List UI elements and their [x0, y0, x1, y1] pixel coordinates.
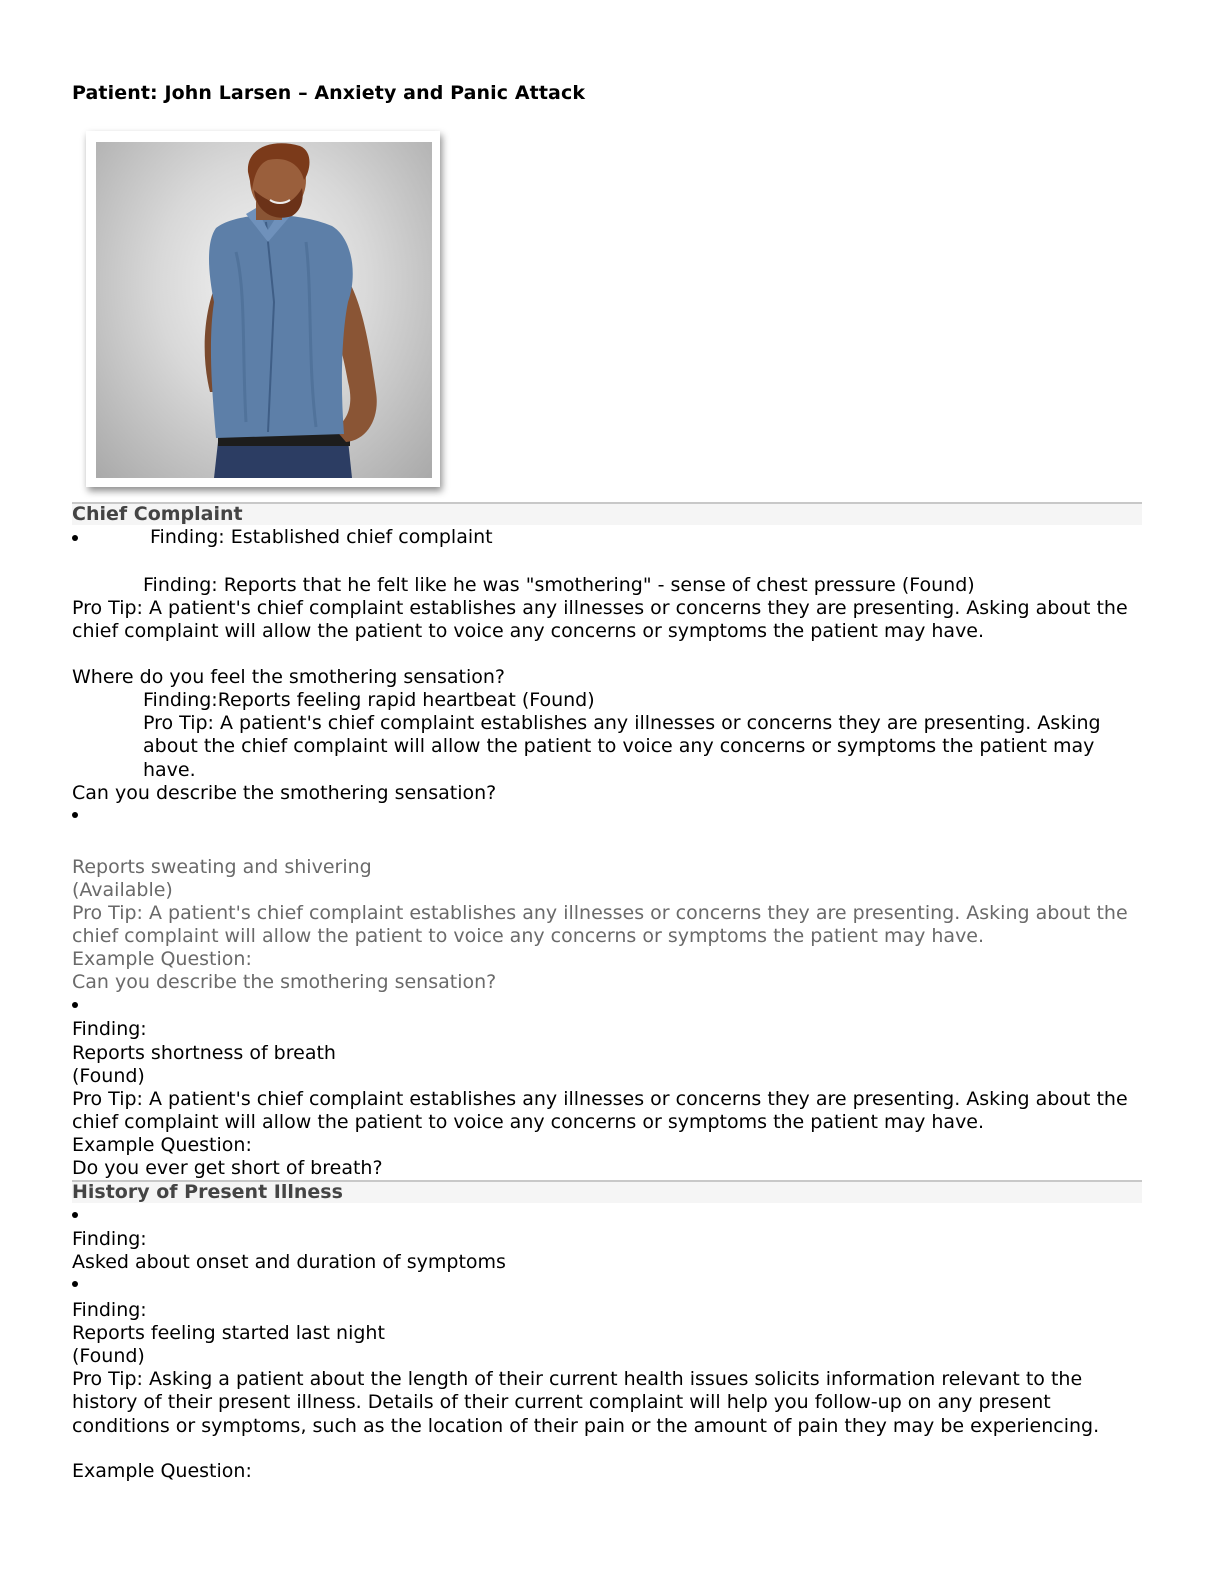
finding-label: Finding: — [72, 1018, 147, 1040]
pro-tip-text: Pro Tip: Asking a patient about the length of their current health issues solicits information relevant to the history of their present illness. Details of their current complaint will help you follow-up on any present conditions or symptoms, such as the location of their pain or the amount of pain they may be experiencing. — [72, 1368, 1100, 1437]
example-question-text: Do you ever get short of breath? — [72, 1157, 383, 1179]
example-question-text: Where do you feel the smothering sensation? — [72, 666, 506, 688]
example-question-text: Can you describe the smothering sensation? — [72, 971, 497, 993]
patient-figure-illustration — [96, 142, 432, 478]
finding-text: Reports shortness of breath — [72, 1042, 336, 1064]
bullet-icon — [72, 535, 78, 541]
finding-text: Reports feeling started last night — [72, 1322, 385, 1344]
example-question-label: Example Question: — [72, 948, 252, 970]
finding-status: (Available) — [72, 879, 173, 901]
finding-text: Asked about onset and duration of symptoms — [72, 1251, 506, 1273]
pro-tip-text: Pro Tip: A patient's chief complaint establishes any illnesses or concerns they are presenting. Asking about the chief complaint will allow the patient to voice any concerns or symptoms the patient may have. — [72, 1088, 1128, 1134]
bullet-icon — [72, 1281, 78, 1287]
section-heading-chief-complaint: Chief Complaint — [72, 502, 1142, 525]
page-title: Patient: John Larsen – Anxiety and Panic Attack — [72, 82, 586, 104]
bullet-icon — [72, 1212, 78, 1218]
bullet-icon — [72, 1002, 78, 1008]
finding-status: (Found) — [72, 1345, 145, 1367]
bullet-icon — [72, 812, 78, 818]
patient-avatar-image — [96, 142, 432, 478]
finding-text: Finding: Reports that he felt like he was "smothering" - sense of chest pressure (Found) — [143, 574, 975, 596]
finding-text: Finding: Established chief complaint — [150, 526, 493, 548]
section-heading-history-of-present-illness: History of Present Illness — [72, 1180, 1142, 1203]
pro-tip-text: Pro Tip: A patient's chief complaint establishes any illnesses or concerns they are presenting. Asking about the chief complaint will allow the patient to voice any concerns or symptoms the patient may have. — [72, 597, 1128, 643]
finding-text: Reports sweating and shivering — [72, 856, 372, 878]
finding-text: Finding:Reports feeling rapid heartbeat (Found) — [143, 689, 595, 711]
finding-label: Finding: — [72, 1228, 147, 1250]
example-question-label: Example Question: — [72, 1134, 252, 1156]
pro-tip-text: Pro Tip: A patient's chief complaint establishes any illnesses or concerns they are presenting. Asking about the chief complaint will allow the patient to voice any concerns or symptoms the patient may have. — [143, 712, 1101, 781]
pro-tip-text: Pro Tip: A patient's chief complaint establishes any illnesses or concerns they are presenting. Asking about the chief complaint will allow the patient to voice any concerns or symptoms the patient may have. — [72, 902, 1128, 948]
finding-status: (Found) — [72, 1065, 145, 1087]
example-question-label: Example Question: — [72, 1460, 252, 1482]
finding-label: Finding: — [72, 1299, 147, 1321]
patient-photo-frame — [86, 131, 440, 487]
example-question-text: Can you describe the smothering sensation? — [72, 782, 497, 804]
